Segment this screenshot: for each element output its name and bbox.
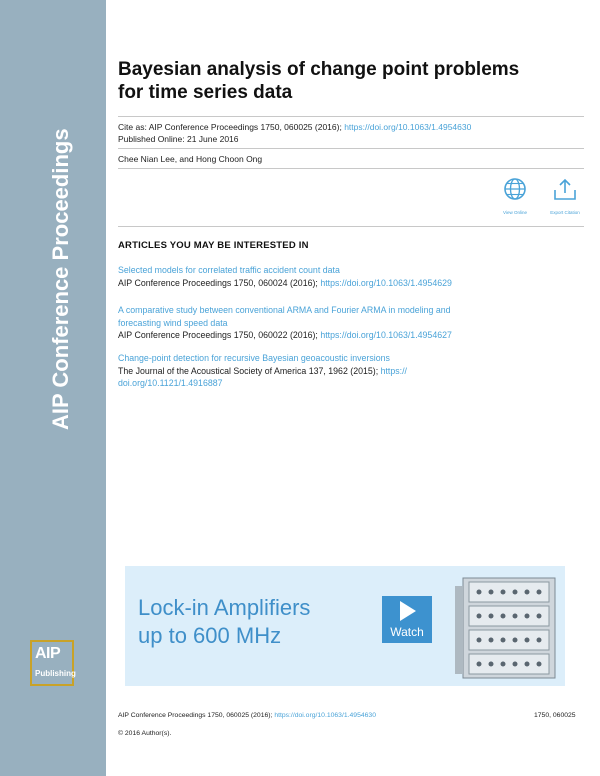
- aip-logo-text: AIP: [35, 645, 61, 662]
- cite-as-line: [118, 122, 471, 132]
- export-citation-label: Export Citation: [550, 210, 580, 215]
- related-articles-heading: ARTICLES YOU MAY BE INTERESTED IN: [118, 240, 309, 251]
- related-article-2-cite: AIP Conference Proceedings 1750, 060022 (2016);: [118, 330, 321, 340]
- divider: [118, 226, 584, 227]
- article-title-line-2: for time series data: [118, 82, 293, 103]
- globe-icon: [490, 178, 540, 208]
- related-article-1: [118, 264, 558, 289]
- publishing-logo-text: Publishing: [35, 669, 76, 678]
- related-article-2: [118, 304, 558, 342]
- view-online-button[interactable]: [490, 178, 540, 216]
- copyright: © 2016 Author(s).: [118, 730, 172, 737]
- watch-label: Watch: [390, 625, 424, 639]
- related-article-3-title[interactable]: Change-point detection for recursive Bayesian geoacoustic inversions: [118, 353, 390, 363]
- related-article-3-doi-link-part-2[interactable]: doi.org/10.1121/1.4916887: [118, 378, 223, 388]
- ad-headline: [138, 594, 310, 650]
- watch-button[interactable]: [382, 596, 432, 643]
- amplifier-device-image: [445, 574, 565, 684]
- related-article-2-title-line-1[interactable]: A comparative study between conventional ARMA and Fourier ARMA in modeling and: [118, 305, 451, 315]
- related-article-1-title[interactable]: Selected models for correlated traffic accident count data: [118, 265, 340, 275]
- ad-headline-line-1: Lock-in Amplifiers: [138, 595, 311, 620]
- footer-citation: [118, 712, 376, 719]
- related-article-3-cite: The Journal of the Acoustical Society of America 137, 1962 (2015);: [118, 365, 381, 376]
- divider: [118, 148, 584, 149]
- published-date: Published Online: 21 June 2016: [118, 134, 239, 144]
- related-article-1-doi-link[interactable]: https://doi.org/10.1063/1.4954629: [320, 277, 452, 288]
- journal-vertical-title: AIP Conference Proceedings: [48, 128, 73, 430]
- related-article-3-doi-link-part-1[interactable]: https://: [380, 365, 407, 376]
- export-citation-button[interactable]: [540, 178, 590, 216]
- cite-as-text: Cite as: AIP Conference Proceedings 1750, 060025 (2016);: [118, 122, 345, 132]
- footer-cite-text: AIP Conference Proceedings 1750, 060025 (2016);: [118, 712, 275, 719]
- footer-doi-link[interactable]: https://doi.org/10.1063/1.4954630: [274, 712, 376, 719]
- journal-vertical-title-wrap: [30, 40, 80, 440]
- related-article-2-doi-link[interactable]: https://doi.org/10.1063/1.4954627: [320, 330, 452, 340]
- footer-page-number: 1750, 060025: [534, 712, 576, 719]
- export-icon: [540, 178, 590, 208]
- divider: [118, 116, 584, 117]
- related-article-3: [118, 352, 558, 390]
- view-online-label: View Online: [503, 210, 527, 215]
- article-title-line-1: Bayesian analysis of change point problems: [118, 59, 520, 80]
- journal-sidebar: [0, 0, 106, 776]
- aip-publishing-logo[interactable]: [30, 640, 74, 686]
- related-article-1-cite: AIP Conference Proceedings 1750, 060024 (2016);: [118, 277, 321, 288]
- play-icon: [382, 596, 432, 626]
- lock-in-amplifiers-ad[interactable]: [125, 566, 565, 686]
- divider: [118, 168, 584, 169]
- related-article-2-title-line-2[interactable]: forecasting wind speed data: [118, 317, 228, 328]
- ad-headline-line-2: up to 600 MHz: [138, 623, 282, 648]
- article-title: [118, 58, 588, 104]
- article-doi-link[interactable]: https://doi.org/10.1063/1.4954630: [344, 122, 472, 132]
- journal-vertical-title-svg: [30, 40, 80, 440]
- authors: Chee Nian Lee, and Hong Choon Ong: [118, 154, 263, 164]
